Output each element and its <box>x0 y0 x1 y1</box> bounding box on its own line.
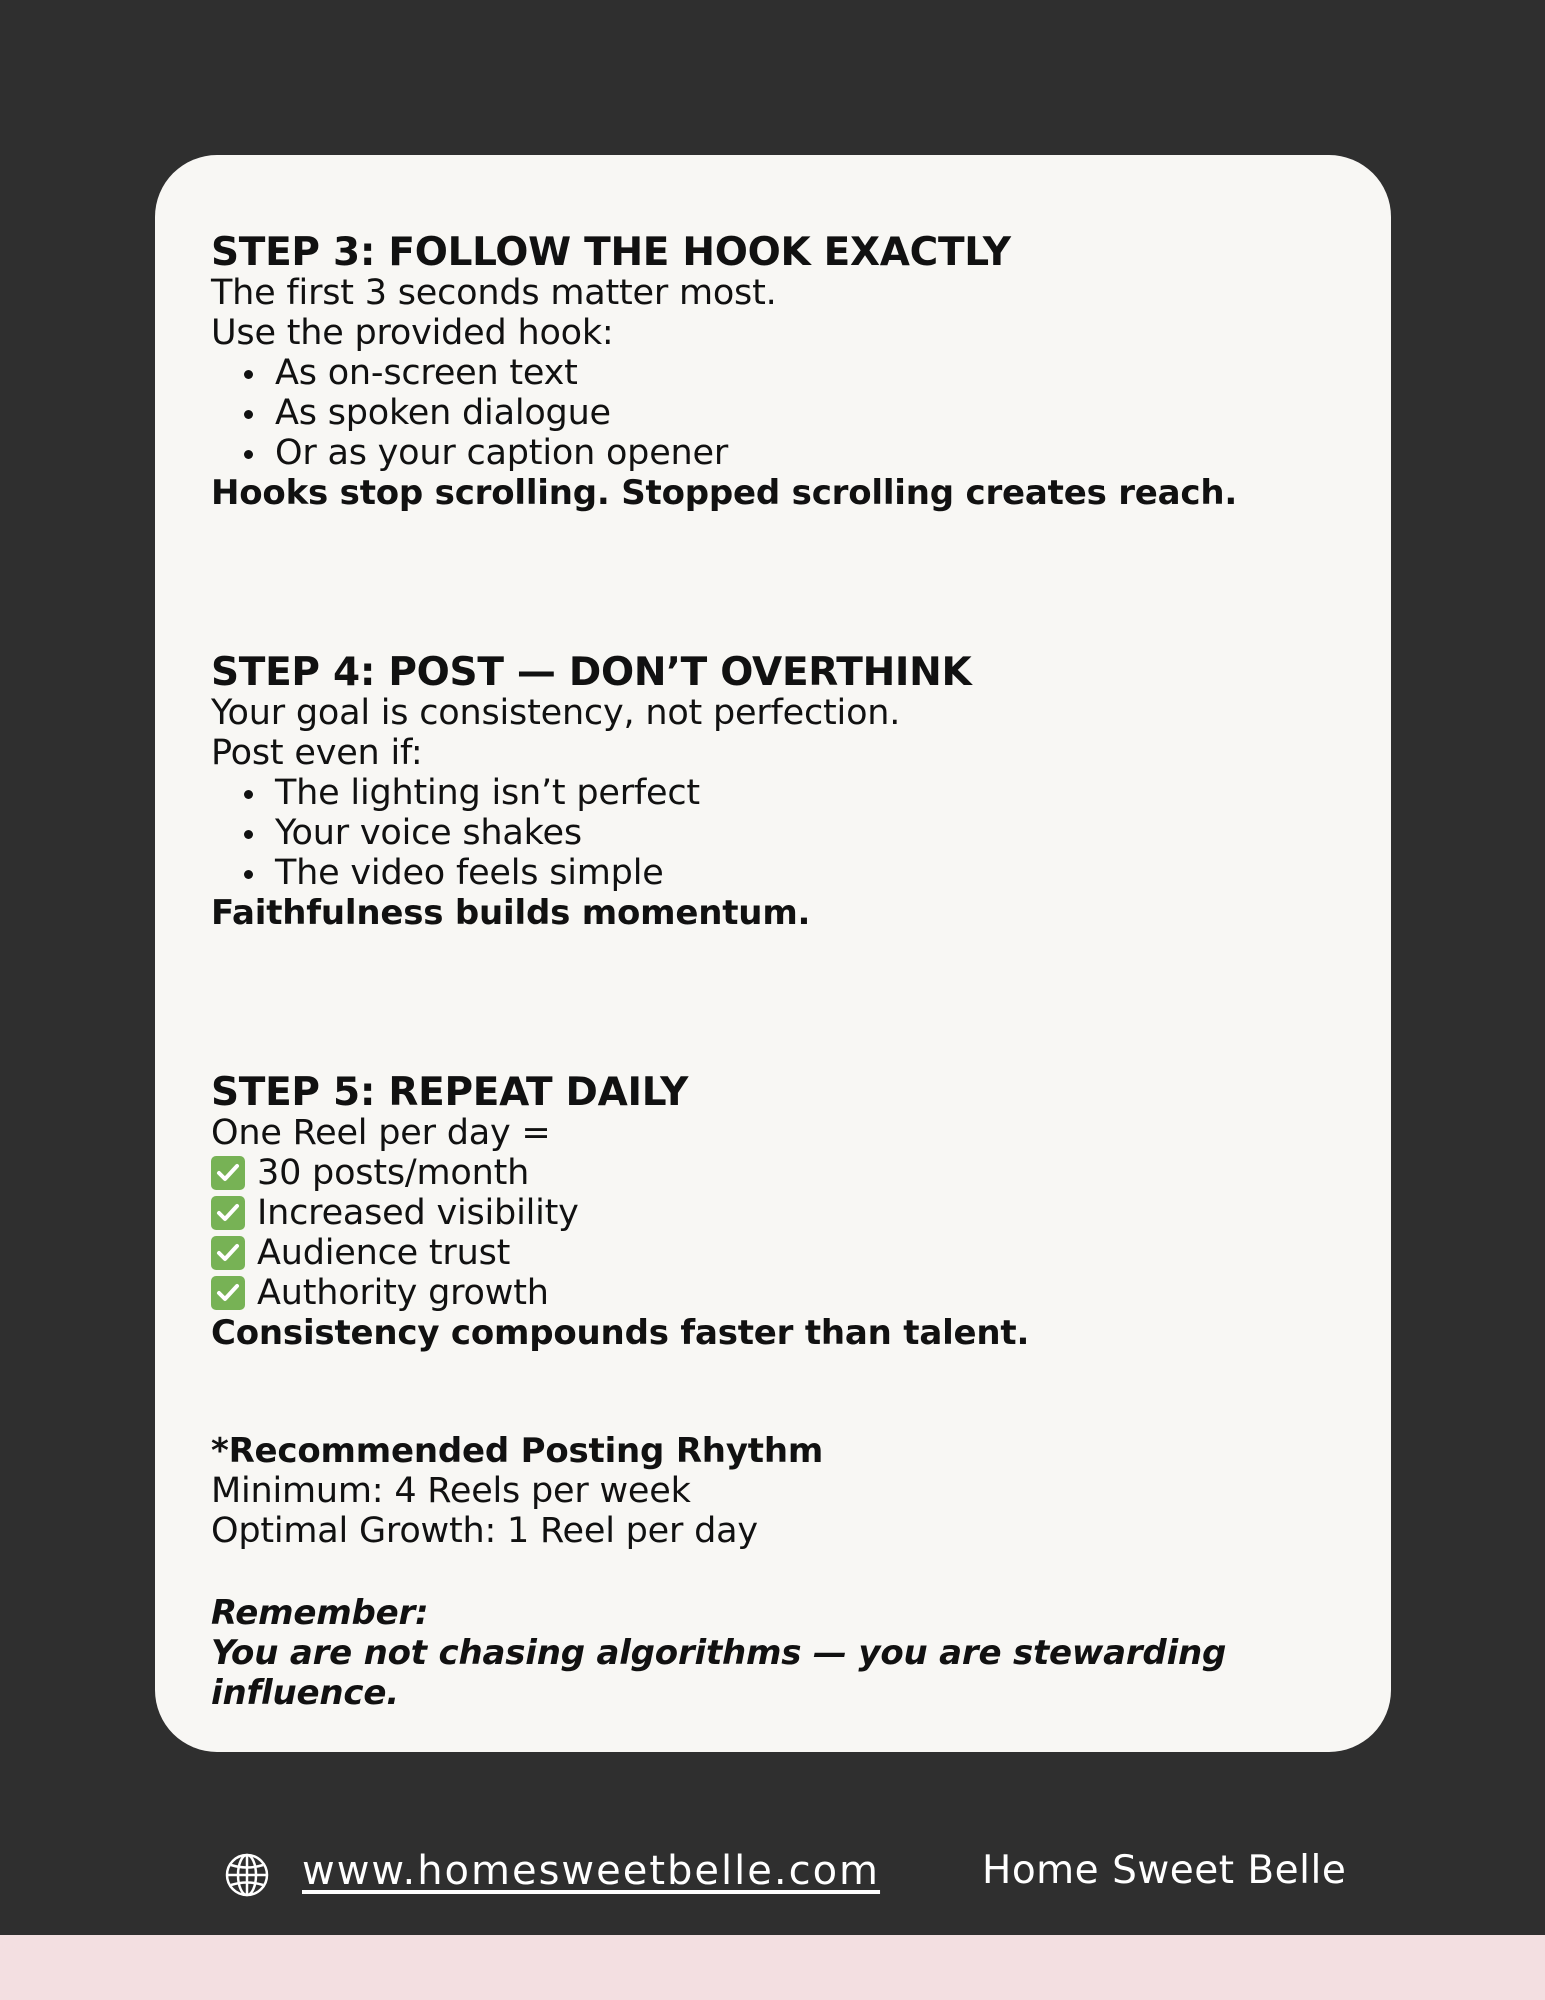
posting-rhythm-section <box>211 1431 1335 1551</box>
remember-label: Remember: <box>211 1593 429 1633</box>
step-5-section <box>211 1070 1335 1353</box>
check-item-label: 30 posts/month <box>257 1153 530 1193</box>
step-4-line-1: Your goal is consistency, not perfection. <box>211 693 901 733</box>
bullet-item: The video feels simple <box>275 853 1335 893</box>
step-3-heading: STEP 3: FOLLOW THE HOOK EXACTLY <box>211 230 1011 275</box>
bullet-item: Your voice shakes <box>275 813 1335 853</box>
check-mark-icon <box>211 1196 245 1230</box>
remember-line-1: You are not chasing algorithms — you are stewarding <box>211 1633 1227 1673</box>
check-item <box>211 1153 1335 1193</box>
check-item <box>211 1193 1335 1233</box>
posting-rhythm-minimum: Minimum: 4 Reels per week <box>211 1471 691 1511</box>
step-4-heading: STEP 4: POST — DON’T OVERTHINK <box>211 650 972 695</box>
check-mark-icon <box>211 1276 245 1310</box>
check-item <box>211 1233 1335 1273</box>
check-mark-icon <box>211 1156 245 1190</box>
content-card <box>155 155 1391 1752</box>
remember-section <box>211 1593 1335 1713</box>
step-3-line-2: Use the provided hook: <box>211 313 614 353</box>
check-item-label: Audience trust <box>257 1233 511 1273</box>
brand-name: Home Sweet Belle <box>982 1848 1347 1893</box>
step-3-line-1: The first 3 seconds matter most. <box>211 273 777 313</box>
check-mark-icon <box>211 1236 245 1270</box>
check-item-label: Authority growth <box>257 1273 549 1313</box>
bullet-item: As spoken dialogue <box>275 393 1335 433</box>
step-4-closing: Faithfulness builds momentum. <box>211 893 811 933</box>
posting-rhythm-optimal: Optimal Growth: 1 Reel per day <box>211 1511 758 1551</box>
bullet-item: The lighting isn’t perfect <box>275 773 1335 813</box>
step-4-section <box>211 650 1335 933</box>
check-item <box>211 1273 1335 1313</box>
step-5-closing: Consistency compounds faster than talent. <box>211 1313 1030 1353</box>
remember-line-2: influence. <box>211 1673 399 1713</box>
step-3-closing: Hooks stop scrolling. Stopped scrolling creates reach. <box>211 473 1238 513</box>
globe-icon <box>224 1852 270 1898</box>
footer <box>0 1840 1545 1900</box>
website-link[interactable]: www.homesweetbelle.com <box>302 1848 881 1894</box>
check-item-label: Increased visibility <box>257 1193 579 1233</box>
step-3-bullet-list <box>211 353 1335 473</box>
bullet-item: Or as your caption opener <box>275 433 1335 473</box>
posting-rhythm-heading: *Recommended Posting Rhythm <box>211 1431 824 1471</box>
step-4-bullet-list <box>211 773 1335 893</box>
bottom-band <box>0 1935 1545 2000</box>
step-3-section <box>211 230 1335 513</box>
step-5-line-1: One Reel per day = <box>211 1113 551 1153</box>
bullet-item: As on-screen text <box>275 353 1335 393</box>
step-5-heading: STEP 5: REPEAT DAILY <box>211 1070 689 1115</box>
step-4-line-2: Post even if: <box>211 733 423 773</box>
